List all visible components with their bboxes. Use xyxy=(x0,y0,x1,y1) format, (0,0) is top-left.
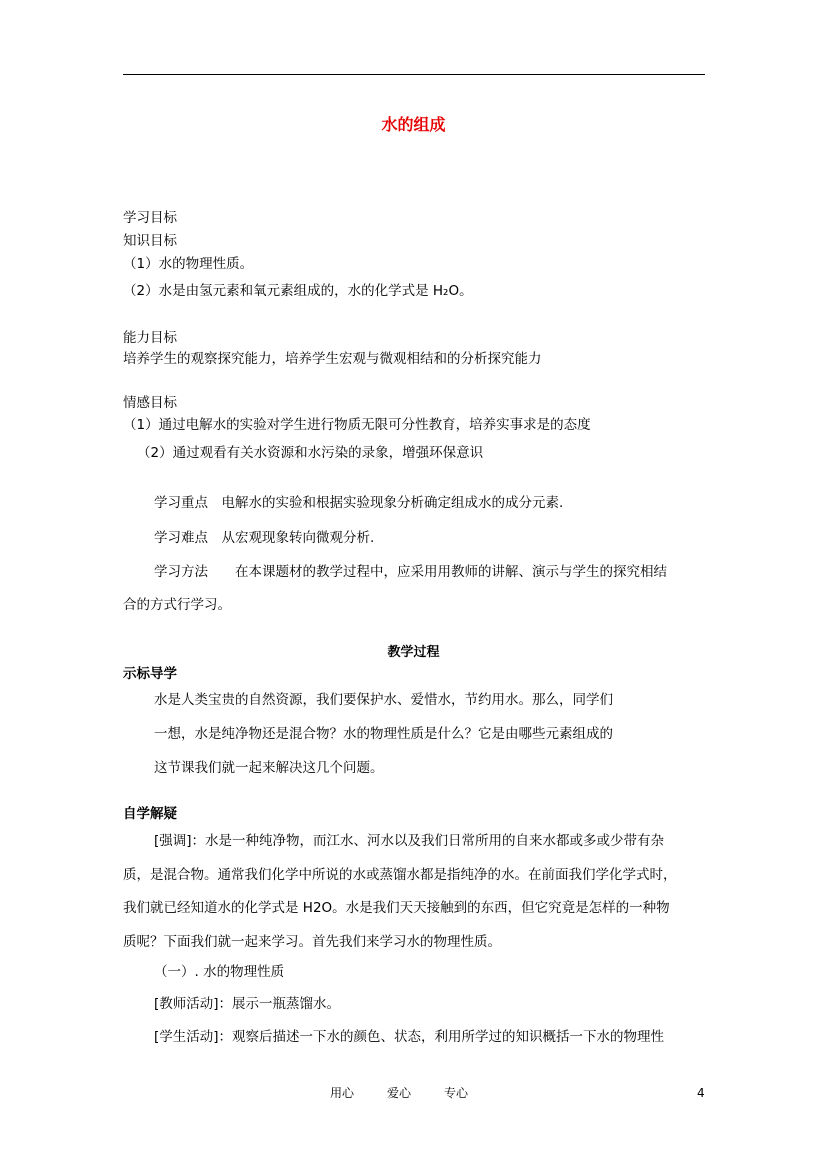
method-line: 学习方法 在本课题材的教学过程中，应采用用教师的讲解、演示与学生的探究相结 xyxy=(154,564,667,580)
student-activity: [学生活动]：观察后描述一下水的颜色、状态，利用所学过的知识概括一下水的物理性 xyxy=(154,1029,665,1045)
emotion-item: （2）通过观看有关水资源和水污染的录象，增强环保意识 xyxy=(137,445,484,461)
guide-heading: 示标导学 xyxy=(123,666,177,682)
header-rule xyxy=(123,74,705,75)
guide-line: 水是人类宝贵的自然资源，我们要保护水、爱惜水，节约用水。那么，同学们 xyxy=(154,692,613,708)
footer-slogan: 专心 xyxy=(444,1086,469,1100)
key-point: 学习重点 电解水的实验和根据实验现象分析确定组成水的成分元素. xyxy=(154,495,564,511)
method-line: 合的方式行学习。 xyxy=(123,597,231,613)
emotion-heading: 情感目标 xyxy=(123,395,177,411)
guide-line: 一想，水是纯净物还是混合物？水的物理性质是什么？它是由哪些元素组成的 xyxy=(154,726,613,742)
objectives-heading: 学习目标 xyxy=(123,210,177,226)
knowledge-item: （2）水是由氢元素和氧元素组成的，水的化学式是 H₂O。 xyxy=(123,283,473,299)
knowledge-heading: 知识目标 xyxy=(123,233,177,249)
ability-text: 培养学生的观察探究能力，培养学生宏观与微观相结和的分析探究能力 xyxy=(123,351,542,367)
self-study-line: 质，是混合物。通常我们化学中所说的水或蒸馏水都是指纯净的水。在前面我们学化学式时， xyxy=(123,867,677,883)
self-study-line: 我们就已经知道水的化学式是 H2O。水是我们天天接触到的东西，但它究竟是怎样的一种物 xyxy=(123,900,670,916)
self-study-line: [强调]：水是一种纯净物，而江水、河水以及我们日常所用的自来水都或多或少带有杂 xyxy=(154,833,665,849)
teacher-activity: [教师活动]：展示一瓶蒸馏水。 xyxy=(154,996,341,1012)
self-study-line: 质呢？下面我们就一起来学习。首先我们来学习水的物理性质。 xyxy=(123,934,501,950)
guide-line: 这节课我们就一起来解决这几个问题。 xyxy=(154,760,384,776)
document-title: 水的组成 xyxy=(381,115,446,134)
footer-slogan: 爱心 xyxy=(387,1086,412,1100)
ability-heading: 能力目标 xyxy=(123,330,177,346)
emotion-item: （1）通过电解水的实验对学生进行物质无限可分性教育，培养实事求是的态度 xyxy=(123,417,591,433)
footer-slogan: 用心 xyxy=(330,1086,355,1100)
process-heading: 教学过程 xyxy=(387,645,440,660)
page-number: 4 xyxy=(697,1086,705,1100)
section-heading: （一）. 水的物理性质 xyxy=(154,964,285,980)
self-study-heading: 自学解疑 xyxy=(123,806,177,822)
knowledge-item: （1）水的物理性质。 xyxy=(123,256,254,272)
difficulty: 学习难点 从宏观现象转向微观分析. xyxy=(154,530,375,546)
